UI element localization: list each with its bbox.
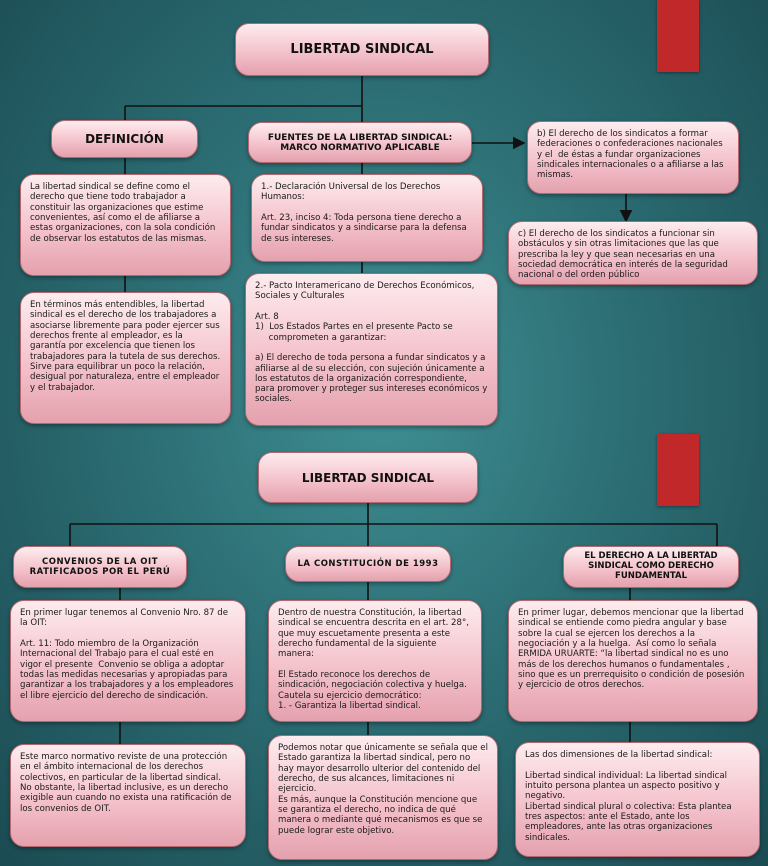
convenios-header — [13, 546, 187, 588]
main-title-top: LIBERTAD SINDICAL — [235, 23, 489, 76]
definicion-text-2: En términos más entendibles, la libertad sindical es el derecho de los trabajadores a asociarse libremente para poder ejercer sus derechos frente al empleador, es la garantía por excelencia que tienen los trabajadores para la tutela de sus derechos. Sirve para equilibrar un poco la relación, desigual por naturaleza, entre el empleador y el trabajador. — [20, 292, 231, 424]
fuentes-header-line2: MARCO NORMATIVO APLICABLE — [280, 142, 440, 153]
convenios-header-line1: CONVENIOS DE LA OIT — [41, 557, 158, 567]
fuentes-text-1: 1.- Declaración Universal de los Derechos Humanos: Art. 23, inciso 4: Toda persona tiene derecho a fundar sindicatos y a sindicarse para la defensa de sus intereses. — [251, 174, 483, 262]
accent-rectangle-top — [657, 0, 699, 72]
derecho-text-2: Las dos dimensiones de la libertad sindical: Libertad sindical individual: La libertad sindical intuito persona plantea un aspecto positivo y negativo. Libertad sindical plural o colectiva: Esta plantea tres aspectos: ante el Estado, ante los empleadores, ante las otras organizaciones sindicales. — [515, 742, 760, 857]
constitucion-text-2: Podemos notar que únicamente se señala que el Estado garantiza la libertad sindical, pero no hay mayor desarrollo ulterior del contenido del derecho, de sus alcances, limitaciones ni ejercicio. Es más, aunque la Constitución mencione que se garantiza el derecho, no indica de qué manera o mediante qué mecanismos es que se puede lograr este objetivo. — [268, 735, 498, 860]
right-text-c: c) El derecho de los sindicatos a funcionar sin obstáculos y sin otras limitaciones que las que prescriba la ley y que sean necesarias en una sociedad democrática en interés de la seguridad nacional o del orden público — [508, 221, 758, 285]
fuentes-text-2: 2.- Pacto Interamericano de Derechos Económicos, Sociales y Culturales Art. 8 1) Los Estados Partes en el presente Pacto se comprometen a garantizar: a) El derecho de toda persona a fundar sindicatos y a afiliarse al de su elección, con sujeción únicamente a los estatutos de la organización correspondiente, para promover y proteger sus intereses económicos y sociales. — [245, 273, 498, 426]
right-text-b: b) El derecho de los sindicatos a formar federaciones o confederaciones nacionales y el de éstas a fundar organizaciones sindicales internacionales o a afiliarse a las mismas. — [527, 121, 739, 194]
convenios-text-1: En primer lugar tenemos al Convenio Nro. 87 de la OIT: Art. 11: Todo miembro de la Organización Internacional del Trabajo para el cual esté en vigor el presente Convenio se obliga a adoptar todas las medidas necesarias y apropiadas para garantizar a los trabajadores y a los empleadores el libre ejercicio del derecho de sindicación. — [10, 600, 246, 722]
convenios-header-line2: RATIFICADOS POR EL PERÚ — [29, 567, 171, 577]
convenios-text-2: Este marco normativo reviste de una protección en el ámbito internacional de los derechos colectivos, en particular de la libertad sindical. No obstante, la libertad inclusive, es un derecho exigible aun cuando no exista una ratificación de los convenios de OIT. — [10, 744, 246, 847]
fuentes-header-line1: FUENTES DE LA LIBERTAD SINDICAL: — [267, 132, 453, 143]
definicion-header: DEFINICIÓN — [51, 120, 198, 158]
derecho-header-line1: EL DERECHO A LA LIBERTAD — [584, 551, 718, 562]
constitucion-header: LA CONSTITUCIÓN DE 1993 — [285, 546, 451, 582]
derecho-header — [563, 546, 739, 588]
main-title-bottom: LIBERTAD SINDICAL — [258, 452, 478, 503]
derecho-header-line2: SINDICAL COMO DERECHO — [588, 561, 714, 572]
definicion-text-1: La libertad sindical se define como el derecho que tiene todo trabajador a constituir las organizaciones que estime convenientes, así como el de afiliarse a estas organizaciones, con la sola condición de observar los estatutos de las mismas. — [20, 174, 231, 276]
accent-rectangle-bottom — [657, 434, 699, 506]
derecho-text-1: En primer lugar, debemos mencionar que la libertad sindical se entiende como piedra angular y base sobre la cual se ejercen los derechos a la negociación y a la huelga. Así como lo señala ERMIDA URUARTE: “la libertad sindical no es uno más de los derechos humanos o fundamentales , sino que es un prerrequisito o condición de posesión y ejercicio de otros derechos. — [508, 600, 758, 722]
constitucion-text-1: Dentro de nuestra Constitución, la libertad sindical se encuentra descrita en el art. 28°, que muy escuetamente presenta a este derecho fundamental de la siguiente manera: El Estado reconoce los derechos de sindicación, negociación colectiva y huelga. Cautela su ejercicio democrático: 1. - Garantiza la libertad sindical. — [268, 600, 482, 722]
fuentes-header — [248, 122, 472, 163]
derecho-header-line3: FUNDAMENTAL — [615, 570, 687, 581]
